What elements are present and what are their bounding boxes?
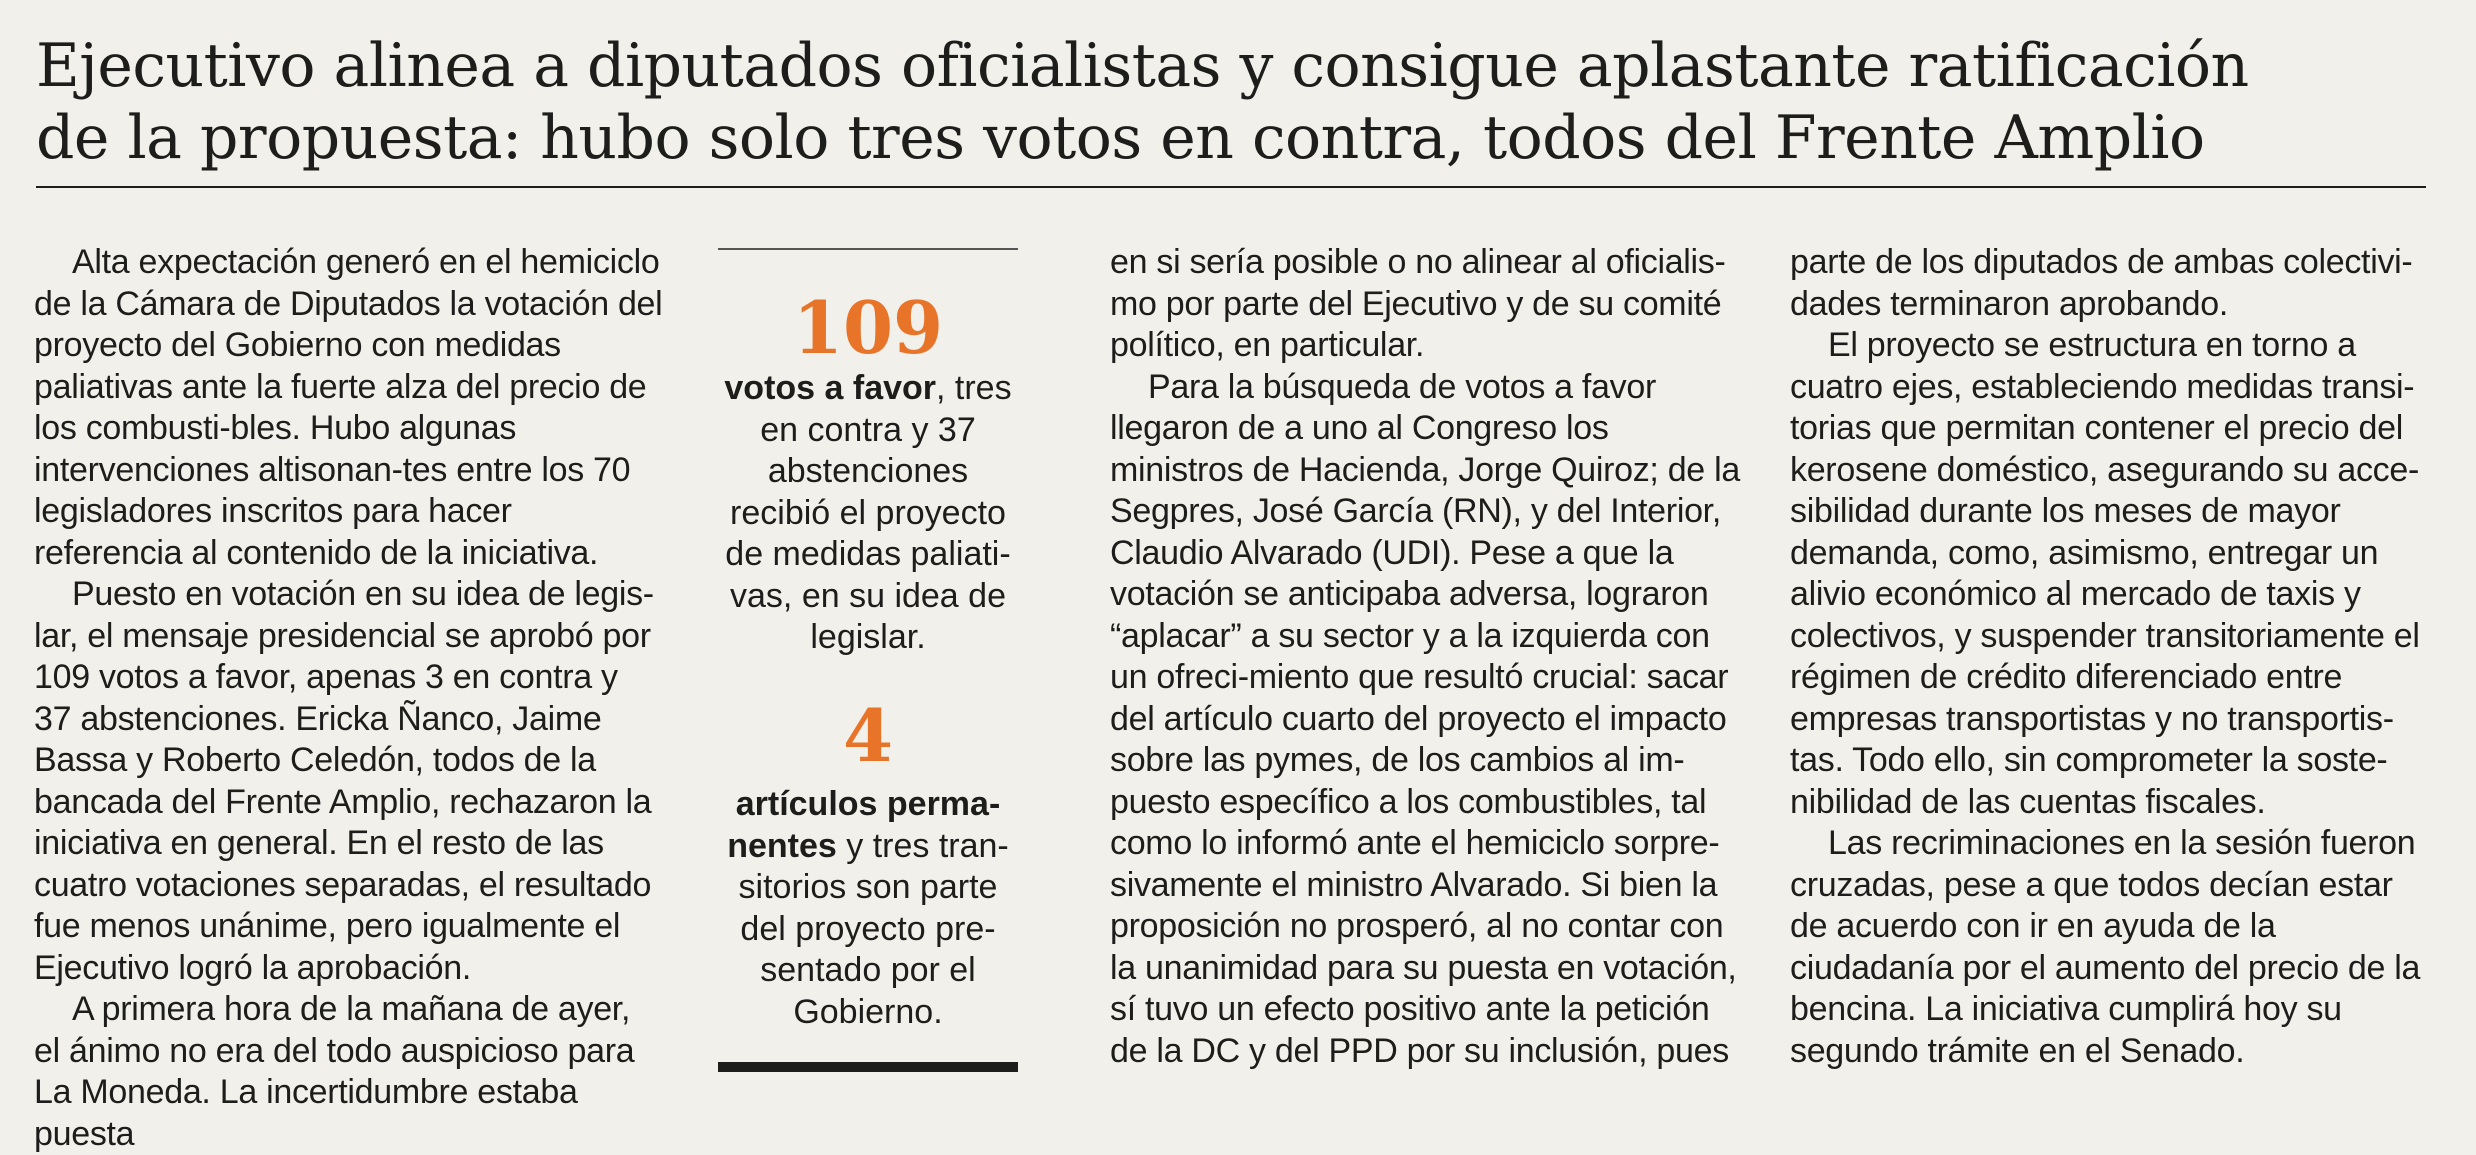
article-column-4 (1790, 242, 2430, 1072)
stat-description-votes (718, 368, 1018, 659)
stat-number-votes: 109 (792, 285, 944, 370)
stat-detail: , tres en contra y 37 abstenciones recibió el proyecto de medidas paliati-vas, en su idea de legislar. (725, 369, 1012, 656)
stats-sidebar (718, 248, 1018, 1072)
paragraph: en si sería posible o no alinear al oficialis-mo por parte del Ejecutivo y de su comité político, en particular. (1110, 243, 1726, 364)
stat-number-articles: 4 (842, 693, 894, 778)
headline-rule (36, 186, 2426, 188)
paragraph: Las recriminaciones en la sesión fueron cruzadas, pese a que todos decían estar de acuerdo con ir en ayuda de la ciudadanía por el aumento del precio de la bencina. La iniciativa cumplirá hoy su segundo trámite en el Senado. (1790, 824, 2421, 1070)
paragraph: Para la búsqueda de votos a favor llegaron de a uno al Congreso los ministros de Hacienda, Jorge Quiroz; de la Segpres, José García (RN), y del Interior, Claudio Alvarado (UDI). Pese a que la votación se anticipaba adversa, lograron “aplacar” a su sector y a la izquierda con un ofreci-miento que resultó crucial: sacar del artículo cuarto del proyecto el impacto sobre las pymes, de los cambios al im-puesto específico a los combustibles, tal como lo informó ante el hemiciclo sorpre-sivamente el ministro Alvarado. Si bien la proposición no prosperó, al no contar con la unanimidad para su puesta en votación, sí tuvo un efecto positivo ante la petición de la DC y del PPD por su inclusión, pues (1110, 367, 1740, 1070)
article-column-3 (1110, 242, 1750, 1072)
article-column-1 (34, 242, 664, 1155)
stat-highlight: votos a favor (724, 369, 937, 407)
stat-description-articles (718, 784, 1018, 1033)
sidebar-top-rule (718, 248, 1018, 250)
paragraph: Puesto en votación en su idea de legis-lar, el mensaje presidencial se aprobó por 109 votos a favor, apenas 3 en contra y 37 abstenciones. Ericka Ñanco, Jaime Bassa y Roberto Celedón, todos de la bancada del Frente Amplio, rechazaron la iniciativa en general. En el resto de las cuatro votaciones separadas, el resultado fue menos unánime, pero igualmente el Ejecutivo logró la aprobación. (34, 575, 654, 987)
paragraph: parte de los diputados de ambas colectivi-dades terminaron aprobando. (1790, 243, 2413, 323)
paragraph: Alta expectación generó en el hemiciclo de la Cámara de Diputados la votación del proyecto del Gobierno con medidas paliativas ante la fuerte alza del precio de los combusti-bles. Hubo algunas intervenciones altisonan-tes entre los 70 legisladores inscritos para hacer referencia al contenido de la iniciativa. (34, 243, 663, 572)
headline (36, 30, 2436, 174)
headline-line-2: de la propuesta: hubo solo tres votos en contra, todos del Frente Amplio (36, 103, 2205, 173)
sidebar-bottom-rule (718, 1062, 1018, 1072)
stat-highlight: artículos perma-nentes (727, 785, 1001, 865)
paragraph: El proyecto se estructura en torno a cuatro ejes, estableciendo medidas transi-torias que permitan contener el precio del kerosene doméstico, asegurando su acce-sibilidad durante los meses de mayor demanda, como, asimismo, entregar un alivio económico al mercado de taxis y colectivos, y suspender transitoriamente el régimen de crédito diferenciado entre empresas transportistas y no transportis-tas. Todo ello, sin comprometer la soste-nibilidad de las cuentas fiscales. (1790, 326, 2420, 821)
paragraph: A primera hora de la mañana de ayer, el ánimo no era del todo auspicioso para La Moneda. La incertidumbre estaba puesta (34, 990, 635, 1153)
stat-detail: y tres tran-sitorios son parte del proyecto pre-sentado por el Gobierno. (738, 826, 1009, 1031)
headline-line-1: Ejecutivo alinea a diputados oficialistas y consigue aplastante ratificación (36, 31, 2249, 101)
